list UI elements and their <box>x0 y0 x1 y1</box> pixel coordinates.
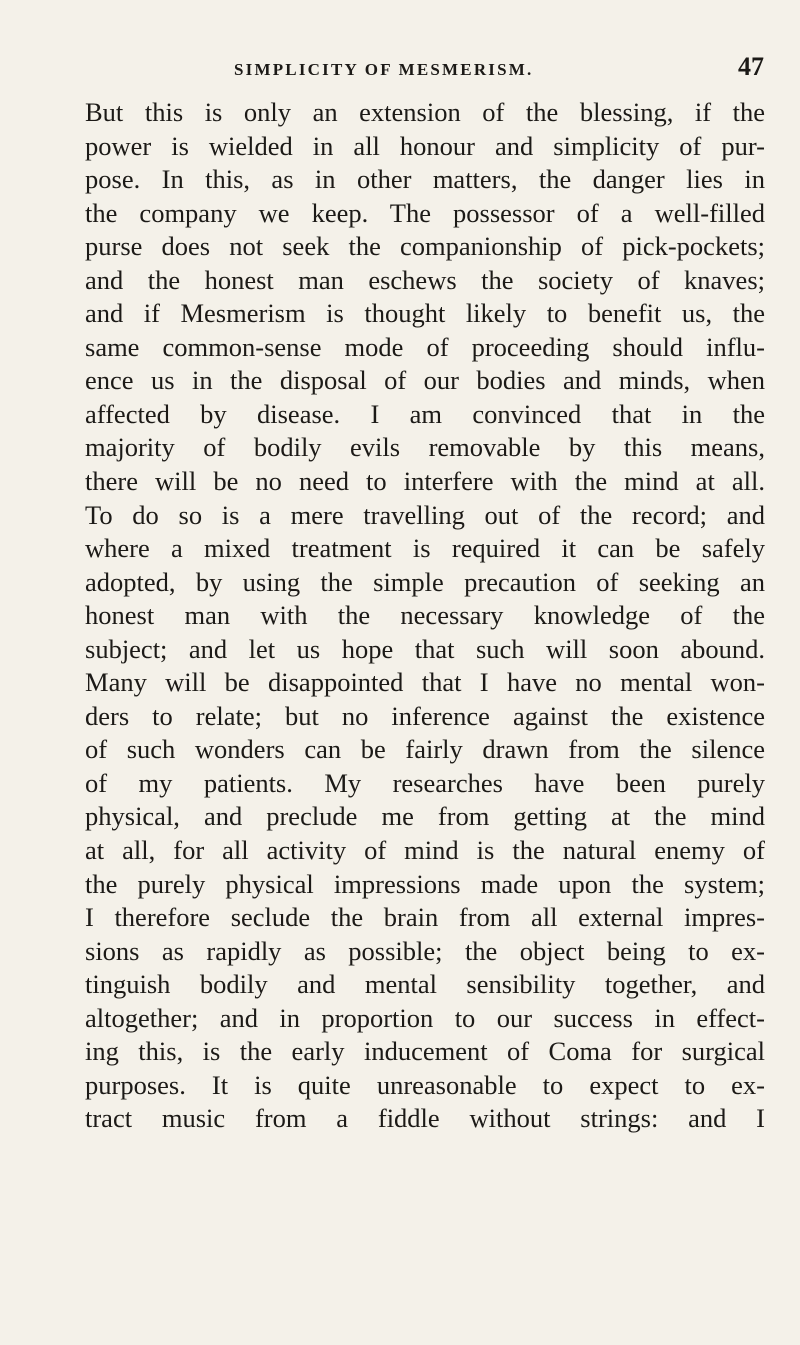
text-line: adopted, by using the simple precaution of seeking an <box>85 566 765 597</box>
text-line: of my patients. My researches have been purely <box>85 767 765 798</box>
running-title: SIMPLICITY OF MESMERISM. <box>234 60 534 79</box>
text-line: I therefore seclude the brain from all external impres- <box>85 902 765 933</box>
text-line: subject; and let us hope that such will soon abound. <box>85 633 765 664</box>
text-line: tinguish bodily and mental sensibility together, and <box>85 969 765 1000</box>
text-line: at all, for all activity of mind is the natural enemy of <box>85 835 765 866</box>
text-line: altogether; and in proportion to our success in effect- <box>85 1002 765 1033</box>
text-line: purse does not seek the companionship of pick-pockets; <box>85 231 765 262</box>
text-line: the company we keep. The possessor of a well-filled <box>85 197 765 228</box>
text-line: affected by disease. I am convinced that in the <box>85 398 765 429</box>
text-line: ing this, is the early inducement of Coma for surgical <box>85 1036 765 1067</box>
text-line: tract music from a fiddle without strings: and I <box>85 1103 765 1134</box>
text-line: honest man with the necessary knowledge of the <box>85 600 765 631</box>
text-line: where a mixed treatment is required it can be safely <box>85 533 765 564</box>
text-line: To do so is a mere travelling out of the record; and <box>85 499 765 530</box>
text-line: the purely physical impressions made upon the system; <box>85 868 765 899</box>
text-line: physical, and preclude me from getting at the mind <box>85 801 765 832</box>
text-line: But this is only an extension of the blessing, if the <box>85 97 765 127</box>
text-line: ders to relate; but no inference against the existence <box>85 700 765 731</box>
text-line: there will be no need to interfere with the mind at all. <box>85 466 765 497</box>
body-paragraph <box>85 96 765 1136</box>
text-line: majority of bodily evils removable by this means, <box>85 432 765 463</box>
text-line: and the honest man eschews the society of knaves; <box>85 264 765 295</box>
text-line: same common-sense mode of proceeding should influ- <box>85 331 765 362</box>
text-line: ence us in the disposal of our bodies and minds, when <box>85 365 765 396</box>
text-line: pose. In this, as in other matters, the danger lies in <box>85 164 765 195</box>
text-line: of such wonders can be fairly drawn from the silence <box>85 734 765 765</box>
text-line: power is wielded in all honour and simplicity of pur- <box>85 130 765 161</box>
text-line: sions as rapidly as possible; the object being to ex- <box>85 935 765 966</box>
text-line: and if Mesmerism is thought likely to benefit us, the <box>85 298 765 329</box>
running-head <box>0 52 800 82</box>
text-line: purposes. It is quite unreasonable to expect to ex- <box>85 1069 765 1100</box>
page-number: 47 <box>738 52 764 81</box>
text-line: Many will be disappointed that I have no mental won- <box>85 667 765 698</box>
